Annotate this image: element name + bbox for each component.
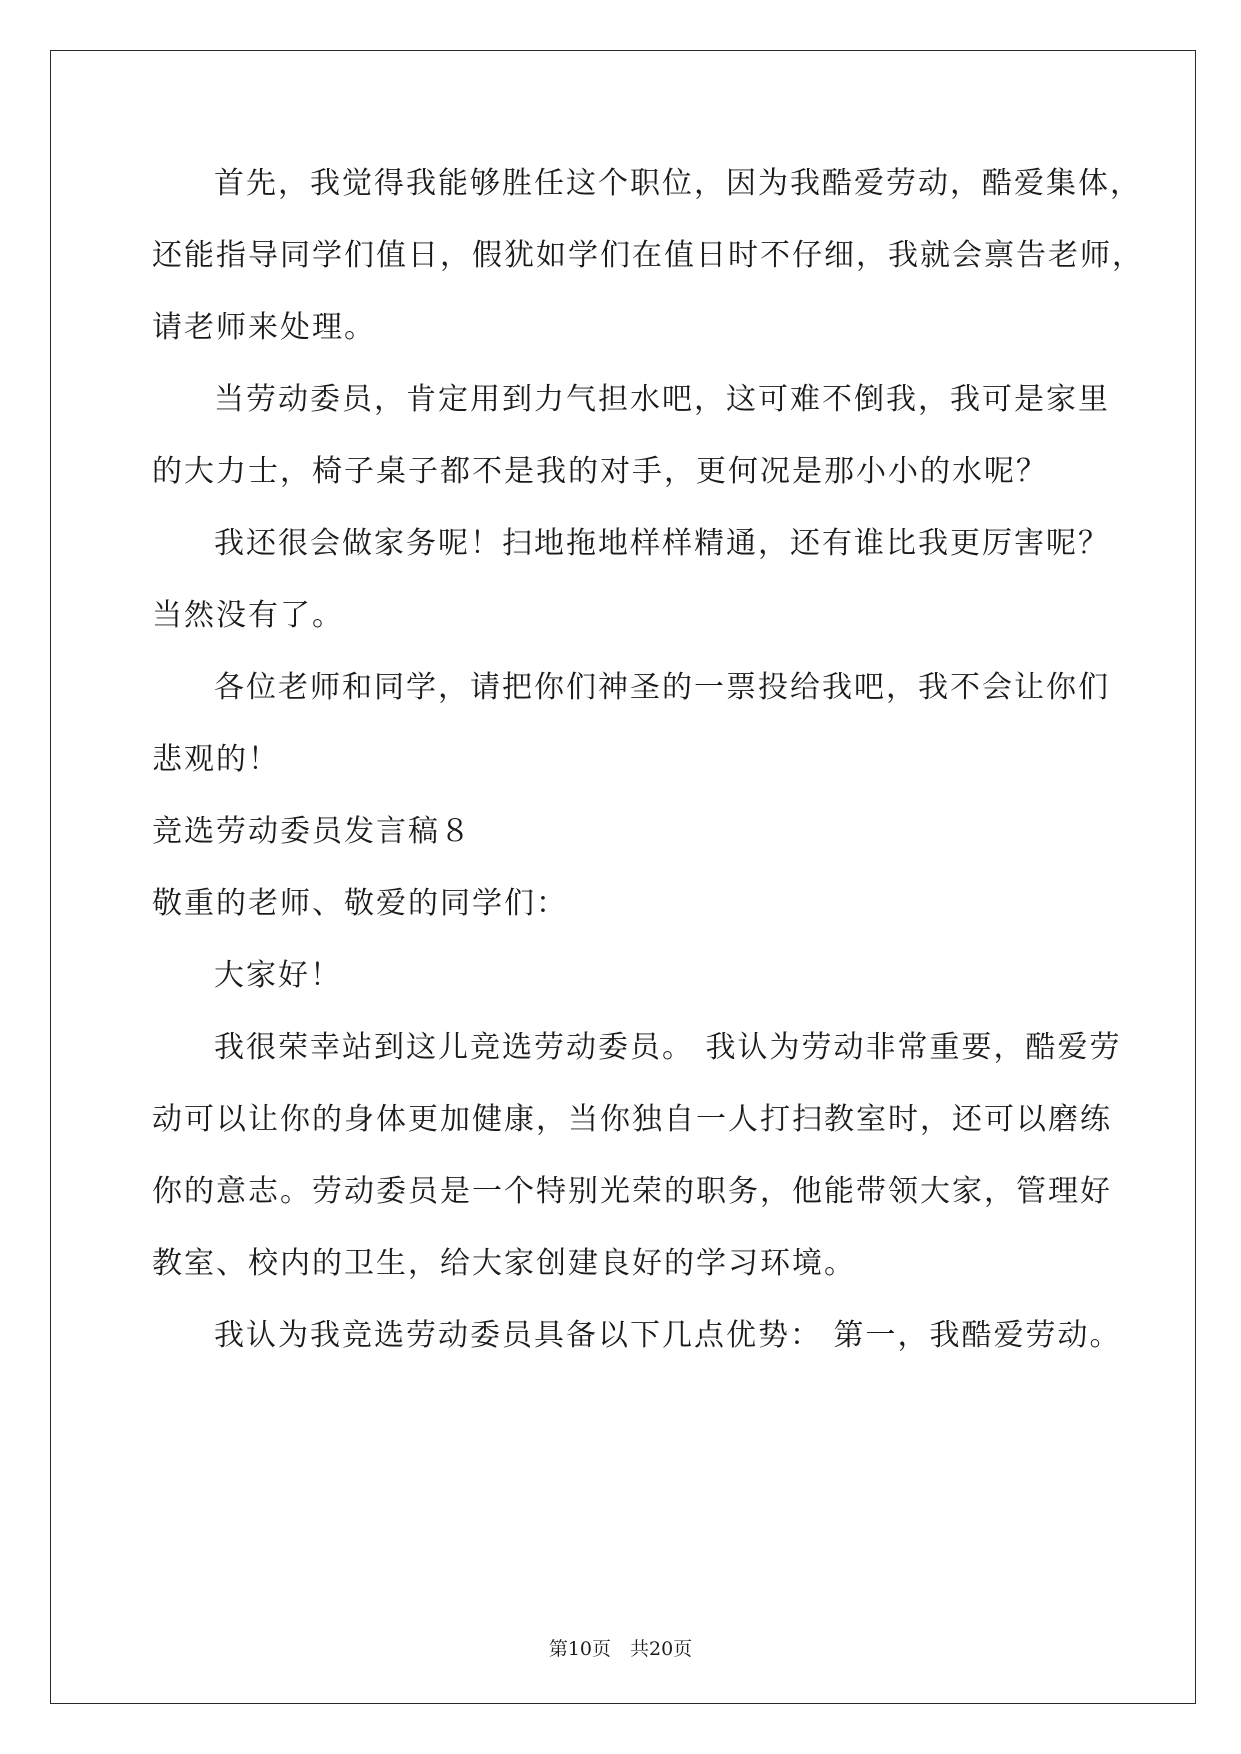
- text-line: 我还很会做家务呢！扫地拖地样样精通，还有谁比我更厉害呢？: [214, 526, 1110, 561]
- text-line: 请老师来处理。: [152, 310, 376, 345]
- page-border: [50, 50, 1196, 1704]
- section-heading: 竞选劳动委员发言稿８: [152, 814, 472, 849]
- text-line: 还能指导同学们值日，假犹如学们在值日时不仔细，我就会禀告老师，: [152, 238, 1144, 273]
- salutation: 敬重的老师、敬爱的同学们：: [152, 886, 568, 921]
- text-line: 教室、校内的卫生，给大家创建良好的学习环境。: [152, 1246, 856, 1281]
- text-line: 我认为我竞选劳动委员具备以下几点优势： 第一，我酷爱劳动。: [214, 1318, 1122, 1353]
- greeting: 大家好！: [214, 958, 342, 993]
- text-line: 你的意志。劳动委员是一个特别光荣的职务，他能带领大家，管理好: [152, 1174, 1112, 1209]
- page-number-footer: 第10页 共20页: [548, 1638, 693, 1660]
- text-line: 的大力士，椅子桌子都不是我的对手，更何况是那小小的水呢？: [152, 454, 1048, 489]
- text-line: 动可以让你的身体更加健康，当你独自一人打扫教室时，还可以磨练: [152, 1102, 1112, 1137]
- text-line: 首先，我觉得我能够胜任这个职位，因为我酷爱劳动，酷爱集体，: [214, 166, 1142, 201]
- text-line: 悲观的！: [152, 742, 280, 777]
- text-line: 当劳动委员，肯定用到力气担水吧，这可难不倒我，我可是家里: [214, 382, 1110, 417]
- text-line: 当然没有了。: [152, 598, 344, 633]
- text-line: 我很荣幸站到这儿竞选劳动委员。 我认为劳动非常重要，酷爱劳: [214, 1030, 1122, 1065]
- text-line: 各位老师和同学，请把你们神圣的一票投给我吧，我不会让你们: [214, 670, 1110, 705]
